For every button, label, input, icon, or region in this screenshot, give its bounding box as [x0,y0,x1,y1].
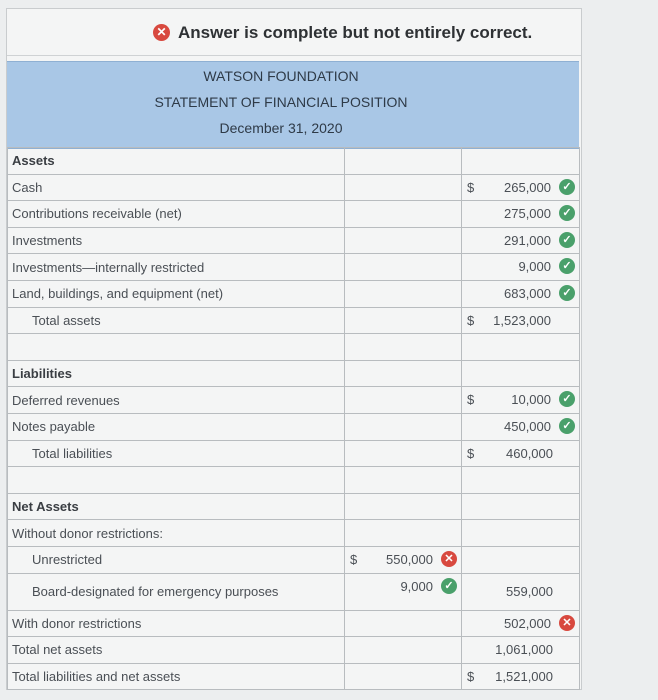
incorrect-icon: ✕ [153,24,170,41]
board-designated-value: 9,000 [400,578,433,594]
check-icon: ✓ [559,179,575,195]
blank-input[interactable] [462,467,580,494]
total-liabilities-value: 460,000 [506,445,553,461]
total-assets-input[interactable] [462,307,580,334]
blank-input[interactable] [345,467,462,494]
land-input[interactable] [462,280,580,307]
investments-label: Investments [8,227,345,254]
result-banner [7,9,581,56]
dollar-sign: $ [467,179,475,195]
board-total-value: 559,000 [506,583,553,599]
dollar-sign: $ [467,312,475,328]
statement-date: December 31, 2020 [219,120,343,136]
total-assets-label: Total assets [8,307,345,334]
notes-payable-value: 450,000 [504,418,551,434]
check-icon: ✓ [559,418,575,434]
unrestricted-value: 550,000 [386,551,433,567]
dollar-sign: $ [467,392,475,408]
result-message: Answer is complete but not entirely correct. [178,23,533,42]
with-restrictions-value: 502,000 [504,615,551,631]
cash-label: Cash [8,174,345,201]
contributions-input[interactable] [462,201,580,228]
notes-col1-input[interactable] [345,413,462,440]
answer-panel [6,8,582,690]
check-icon: ✓ [559,391,575,407]
statement-title: STATEMENT OF FINANCIAL POSITION [154,94,408,110]
unrestricted-input[interactable] [345,546,462,573]
net-assets-heading: Net Assets [8,493,345,520]
land-value: 683,000 [504,285,551,301]
investments-restricted-col1-input[interactable] [345,254,462,281]
board-designated-text: Board-designated for emergency purposes [32,584,279,599]
total-liabilities-input[interactable] [462,440,580,467]
check-icon: ✓ [559,205,575,221]
dollar-sign: $ [467,445,475,461]
board-total-input[interactable] [462,573,580,610]
total-assets-value: 1,523,000 [493,312,551,328]
investments-value: 291,000 [504,232,551,248]
blank-input[interactable] [345,334,462,361]
statement-header [7,61,579,149]
incorrect-icon: ✕ [441,551,457,567]
check-icon: ✓ [559,232,575,248]
contributions-col1-input[interactable] [345,201,462,228]
check-icon: ✓ [441,578,457,594]
with-restrictions-label: With donor restrictions [8,610,345,637]
check-icon: ✓ [559,285,575,301]
deferred-revenues-input[interactable] [462,387,580,414]
grand-total-col1-input[interactable] [345,663,462,690]
investments-restricted-value: 9,000 [518,259,551,275]
land-col1-input[interactable] [345,280,462,307]
with-restrictions-input[interactable] [462,610,580,637]
cash-input[interactable] [462,174,580,201]
total-net-assets-value: 1,061,000 [495,642,553,658]
dollar-sign: $ [467,668,475,684]
incorrect-icon: ✕ [559,615,575,631]
investments-input[interactable] [462,227,580,254]
unrestricted-label: Unrestricted [8,546,345,573]
total-net-assets-label: Total net assets [8,637,345,664]
investments-col1-input[interactable] [345,227,462,254]
notes-payable-label: Notes payable [8,413,345,440]
with-restrictions-col1-input[interactable] [345,610,462,637]
grand-total-label: Total liabilities and net assets [8,663,345,690]
total-liabilities-col1-input[interactable] [345,440,462,467]
total-assets-col1-input[interactable] [345,307,462,334]
deferred-revenues-label: Deferred revenues [8,387,345,414]
without-restrictions-label: Without donor restrictions: [8,520,345,547]
contributions-label: Contributions receivable (net) [8,201,345,228]
notes-payable-input[interactable] [462,413,580,440]
deferred-col1-input[interactable] [345,387,462,414]
check-icon: ✓ [559,258,575,274]
unrestricted-col2-input[interactable] [462,546,580,573]
grand-total-value: 1,521,000 [495,668,553,684]
grand-total-input[interactable] [462,663,580,690]
total-net-assets-input[interactable] [462,637,580,664]
total-net-assets-col1-input[interactable] [345,637,462,664]
dollar-sign: $ [350,551,358,567]
board-designated-input[interactable] [345,573,462,610]
cash-value: 265,000 [504,179,551,195]
financial-position-table [7,147,580,690]
land-label: Land, buildings, and equipment (net) [8,280,345,307]
liabilities-heading: Liabilities [8,360,345,387]
blank-input[interactable] [462,334,580,361]
total-liabilities-label: Total liabilities [8,440,345,467]
deferred-revenues-value: 10,000 [511,392,551,408]
investments-restricted-input[interactable] [462,254,580,281]
assets-heading: Assets [8,148,345,175]
cash-col1-input[interactable] [345,174,462,201]
contributions-value: 275,000 [504,206,551,222]
investments-restricted-label: Investments—internally restricted [8,254,345,281]
company-name: WATSON FOUNDATION [203,68,359,84]
board-designated-label [8,573,345,610]
